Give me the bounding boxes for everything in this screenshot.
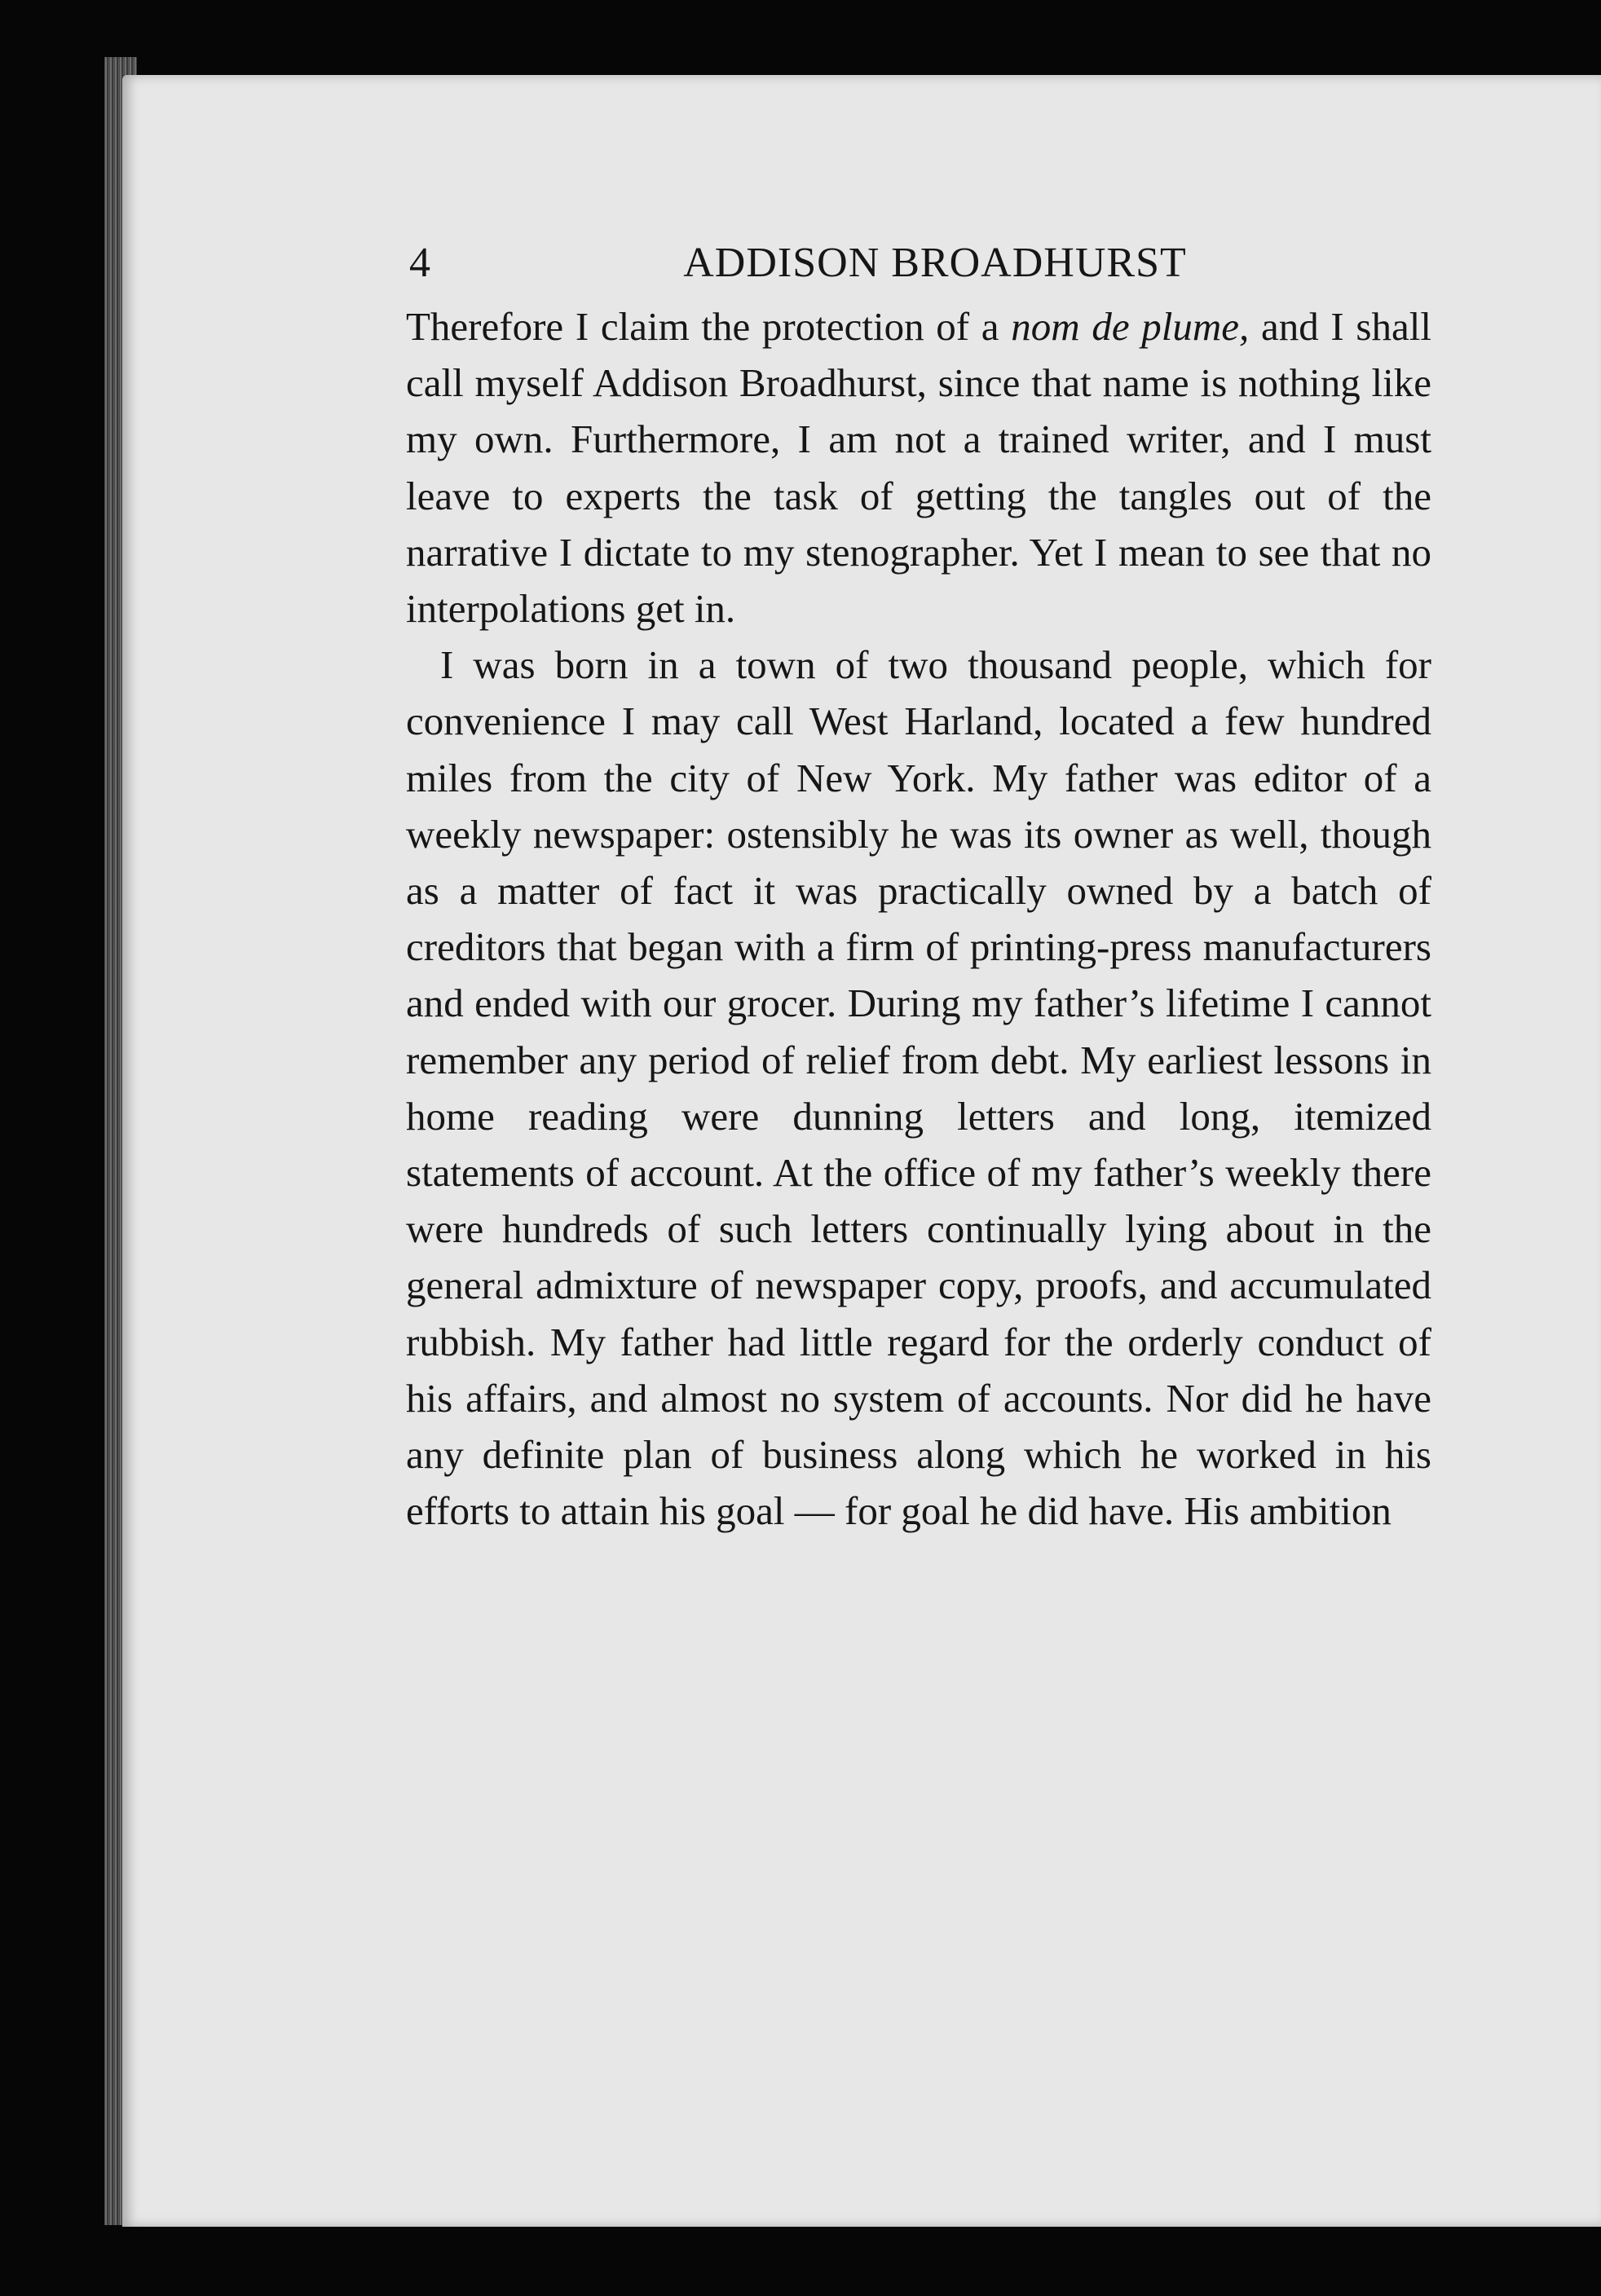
paragraph-1-text-end: and I shall call myself Addison Broadhurst, since that name is nothing like my own. Furthermore, I am not a trained writer, and I must leave to experts the task of getting the tangles out of the narrative I dictate to my stenographer. Yet I mean to see that no interpolations get in. — [406, 304, 1431, 632]
running-title: ADDISON BROADHURST — [683, 240, 1187, 286]
paragraph-born-in-west-harland: I was born in a town of two thousand people, which for convenience I may call West Harland, located a few hundred miles from the city of New York. My father was editor of a weekly newspaper: ostensibly he was its owner as well, though as a matter of fact it was practically owned by a batch of creditors that began with a firm of printing-press manufacturers and ended with our grocer. During my father’s lifetime I cannot remember any period of relief from debt. My earliest lessons in home reading were dunning letters and long, itemized statements of account. At the office of my father’s weekly there were hundreds of such letters continually lying about in the general admixture of newspaper copy, proofs, and accumulated rubbish. My father had little regard for the orderly conduct of his affairs, and almost no system of accounts. Nor did he have any definite plan of business along which he worked in his efforts to attain his goal — for goal he did have. His ambition — [406, 642, 1431, 1534]
page-text-block — [406, 228, 1431, 1539]
page-number: 4 — [409, 240, 431, 286]
paragraph-continued — [406, 298, 1431, 637]
running-head — [406, 228, 1431, 298]
italic-phrase-nom-de-plume: nom de plume, — [1011, 304, 1250, 349]
paragraph-1-text-start: Therefore I claim the protection of a — [406, 304, 1012, 349]
